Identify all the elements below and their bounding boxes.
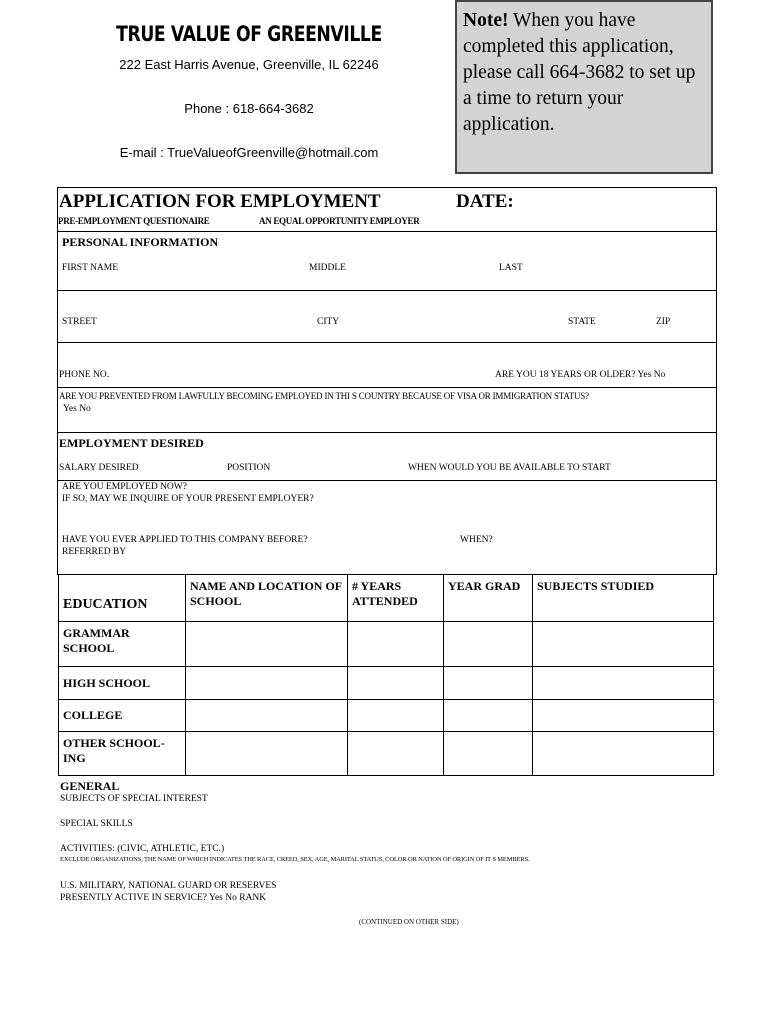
state-label: STATE: [568, 317, 596, 327]
military-label: U.S. MILITARY, NATIONAL GUARD OR RESERVES: [60, 881, 277, 891]
referred-by-label: REFERRED BY: [62, 547, 127, 557]
row-college: COLLEGE: [59, 700, 186, 732]
table-cell[interactable]: [186, 700, 348, 732]
table-cell[interactable]: [186, 667, 348, 700]
table-cell[interactable]: [348, 700, 444, 732]
row-high-school: HIGH SCHOOL: [59, 667, 186, 700]
address-row[interactable]: [57, 290, 717, 343]
company-email: E-mail : TrueValueofGreenville@hotmail.com: [119, 145, 379, 160]
table-cell[interactable]: [444, 732, 533, 776]
company-name: TRUE VALUE OF GREENVILLE: [116, 22, 382, 46]
note-box: [455, 0, 713, 174]
table-cell[interactable]: [186, 622, 348, 667]
general-heading: GENERAL: [60, 779, 120, 793]
table-cell[interactable]: [533, 700, 714, 732]
table-cell[interactable]: [444, 622, 533, 667]
salary-label: SALARY DESIRED: [59, 463, 139, 473]
first-name-label: FIRST NAME: [62, 263, 119, 273]
col-year-grad: YEAR GRAD: [444, 575, 533, 622]
activities-label: ACTIVITIES: (CIVIC, ATHLETIC, ETC.): [60, 844, 225, 854]
active-service-question: PRESENTLY ACTIVE IN SERVICE? Yes No RANK: [60, 893, 267, 903]
table-cell[interactable]: [533, 667, 714, 700]
table-cell[interactable]: [348, 732, 444, 776]
equal-opportunity-label: AN EQUAL OPPORTUNITY EMPLOYER: [259, 216, 420, 226]
continued-note: (CONTINUED ON OTHER SIDE): [359, 918, 459, 926]
table-cell[interactable]: [186, 732, 348, 776]
last-label: LAST: [499, 263, 523, 273]
education-heading: EDUCATION: [59, 575, 186, 622]
row-grammar-school: GRAMMAR SCHOOL: [59, 622, 186, 667]
start-date-label: WHEN WOULD YOU BE AVAILABLE TO START: [408, 463, 611, 473]
note-lead: Note!: [463, 10, 509, 31]
visa-yes-no: Yes No: [63, 404, 91, 414]
when-label: WHEN?: [460, 535, 493, 545]
employment-desired-heading: EMPLOYMENT DESIRED: [59, 436, 204, 450]
employed-now-question: ARE YOU EMPLOYED NOW?: [62, 482, 187, 492]
form-title: APPLICATION FOR EMPLOYMENT: [59, 191, 381, 212]
table-cell[interactable]: [444, 667, 533, 700]
visa-question: ARE YOU PREVENTED FROM LAWFULLY BECOMING EMPLOYED IN THI S COUNTRY BECAUSE OF VISA OR IMMIGRATION STATUS?: [59, 391, 589, 401]
phone-row[interactable]: [57, 342, 717, 388]
street-label: STREET: [62, 317, 97, 327]
col-years-attended: # YEARS ATTENDED: [348, 575, 444, 622]
special-skills-label: SPECIAL SKILLS: [60, 819, 133, 829]
position-label: POSITION: [227, 463, 271, 473]
table-cell[interactable]: [444, 700, 533, 732]
note-text: When you have completed this application, please call 664-3682 to set up a time to return your application.: [463, 10, 696, 135]
applied-before-question: HAVE YOU EVER APPLIED TO THIS COMPANY BEFORE?: [62, 535, 308, 545]
table-cell[interactable]: [533, 732, 714, 776]
phone-label: PHONE NO.: [59, 370, 110, 380]
special-interest-label: SUBJECTS OF SPECIAL INTEREST: [60, 794, 208, 804]
company-phone: Phone : 618-664-3682: [184, 101, 314, 116]
table-cell[interactable]: [533, 622, 714, 667]
row-other-schooling: OTHER SCHOOL-ING: [59, 732, 186, 776]
col-subjects-studied: SUBJECTS STUDIED: [533, 575, 714, 622]
company-address: 222 East Harris Avenue, Greenville, IL 62246: [119, 57, 379, 72]
table-cell[interactable]: [348, 622, 444, 667]
age-question: ARE YOU 18 YEARS OR OLDER? Yes No: [495, 370, 666, 380]
table-cell[interactable]: [348, 667, 444, 700]
exclude-note: EXCLUDE ORGANIZATIONS, THE NAME OF WHICH INDICATES THE RACE, CREED, SEX, AGE, MARITAL STATUS, COLOR OR NATION OF ORIGIN OF IT S MEMBERS.: [60, 856, 530, 863]
inquire-question: IF SO, MAY WE INQUIRE OF YOUR PRESENT EMPLOYER?: [62, 494, 314, 504]
zip-label: ZIP: [656, 317, 671, 327]
pre-employment-label: PRE-EMPLOYMENT QUESTIONAIRE: [58, 216, 210, 226]
date-label: DATE:: [456, 191, 514, 212]
middle-label: MIDDLE: [309, 263, 346, 273]
education-table: [58, 574, 714, 776]
city-label: CITY: [317, 317, 340, 327]
personal-info-heading: PERSONAL INFORMATION: [62, 235, 219, 249]
col-school-name: NAME AND LOCATION OF SCHOOL: [186, 575, 348, 622]
